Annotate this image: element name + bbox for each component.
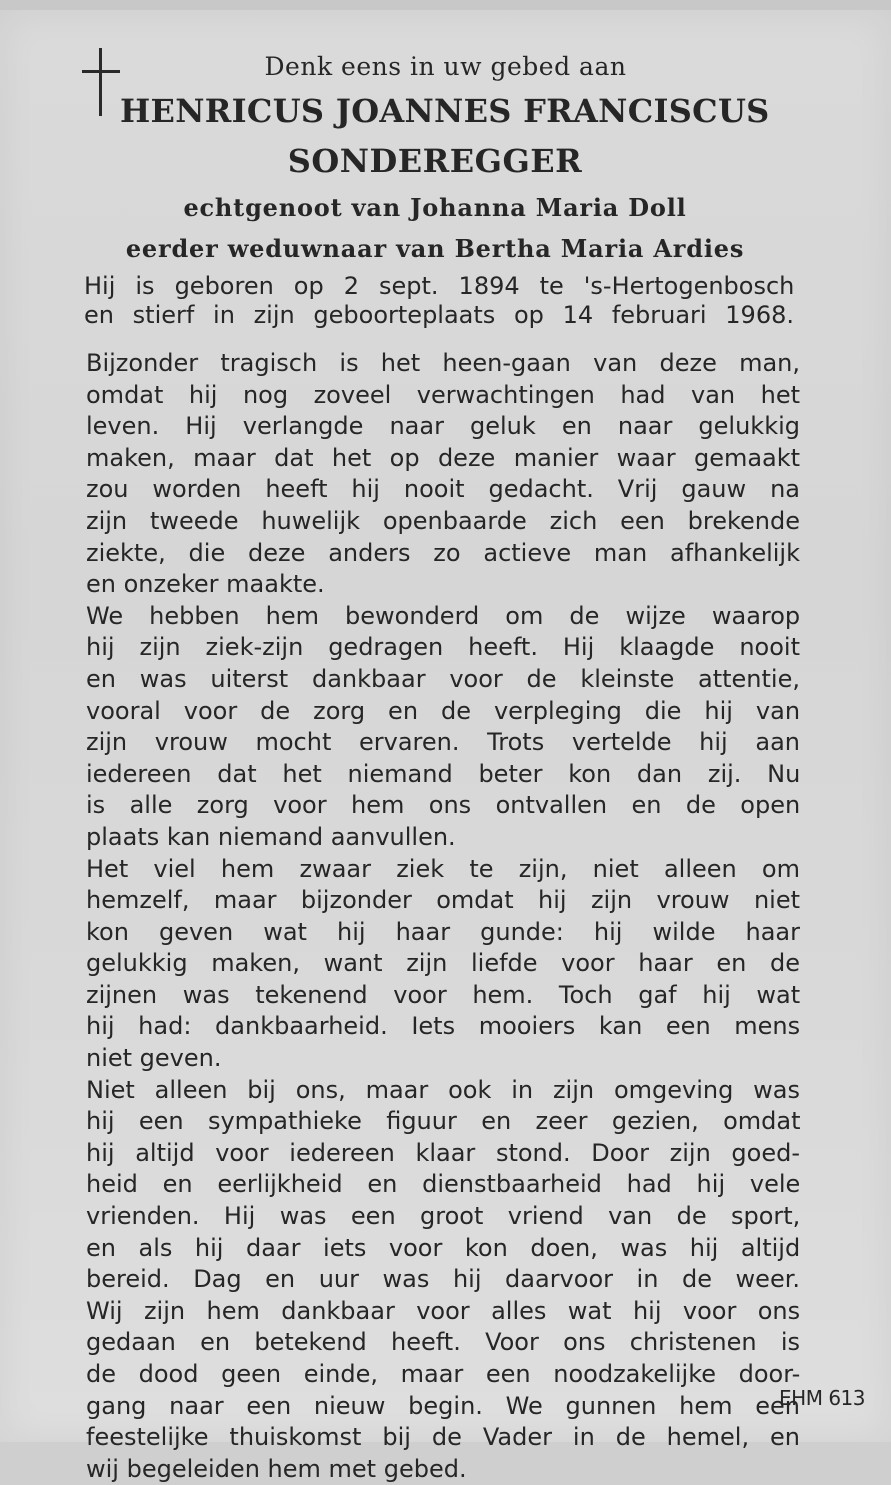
eulogy-line: hemzelf, maar bijzonder omdat hij zijn vrouw niet (86, 886, 800, 915)
eulogy-line: zijnen was tekenend voor hem. Toch gaf hij wat (86, 980, 801, 1009)
eulogy-line: Bijzonder tragisch is het heen-gaan van deze man, (86, 349, 800, 377)
background-edge (0, 0, 891, 10)
intro-line: Denk eens in uw gebed aan (264, 52, 627, 81)
eulogy-text (86, 348, 800, 1485)
eulogy-line: de dood geen einde, maar een noodzakelijke door- (86, 1360, 801, 1388)
death-line: en stierf in zijn geboorteplaats op 14 februari 1968. (84, 301, 794, 329)
eulogy-line: heid en eerlijkheid en dienstbaarheid had hij vele (86, 1170, 801, 1199)
eulogy-line: ziekte, die deze anders zo actieve man afhankelijk (86, 538, 800, 567)
eulogy-line: hij had: dankbaarheid. Iets mooiers kan een mens (86, 1012, 801, 1041)
eulogy-line: hij zijn ziek-zijn gedragen heeft. Hij klaagde nooit (86, 633, 800, 662)
eulogy-line: hij altijd voor iedereen klaar stond. Door zijn goed- (86, 1138, 800, 1167)
eulogy-line: en was uiterst dankbaar voor de kleinste attentie, (86, 664, 800, 693)
eulogy-line: wij begeleiden hem met gebed. (86, 1454, 467, 1483)
former-spouse-line: eerder weduwnaar van Bertha Maria Ardies (125, 234, 745, 263)
memorial-card (0, 10, 891, 1483)
eulogy-line: leven. Hij verlangde naar geluk en naar gelukkig (86, 412, 800, 441)
deceased-surname: SONDEREGGER (287, 142, 583, 180)
eulogy-line: Wij zijn hem dankbaar voor alles wat hij voor ons (86, 1296, 801, 1325)
printer-code: EHM 613 (779, 1386, 865, 1410)
deceased-given-names: HENRICUS JOANNES FRANCISCUS (120, 92, 770, 130)
eulogy-line: kon geven wat hij haar gunde: hij wilde haar (86, 917, 800, 946)
eulogy-line: maken, maar dat het op deze manier waar gemaakt (86, 443, 801, 472)
eulogy-line: vrienden. Hij was een groot vriend van de sport, (86, 1202, 801, 1231)
eulogy-line: bereid. Dag en uur was hij daarvoor in de weer. (86, 1265, 800, 1294)
eulogy-line: en als hij daar iets voor kon doen, was hij altijd (86, 1233, 801, 1262)
eulogy-line: gang naar een nieuw begin. We gunnen hem een (86, 1391, 800, 1420)
eulogy-line: zou worden heeft hij nooit gedacht. Vrij gauw na (86, 475, 800, 504)
eulogy-line: en onzeker maakte. (86, 570, 325, 599)
eulogy-line: is alle zorg voor hem ons ontvallen en de open (86, 791, 801, 820)
eulogy-line: zijn vrouw mocht ervaren. Trots vertelde hij aan (86, 728, 800, 757)
eulogy-line: gelukkig maken, want zijn liefde voor haar en de (86, 949, 800, 978)
eulogy-line: gedaan en betekend heeft. Voor ons christenen is (86, 1328, 800, 1357)
birth-line: Hij is geboren op 2 sept. 1894 te 's-Hertogenbosch (84, 272, 795, 300)
eulogy-line: plaats kan niemand aanvullen. (86, 822, 456, 851)
spouse-line: echtgenoot van Johanna Maria Doll (183, 193, 687, 222)
eulogy-line: Het viel hem zwaar ziek te zijn, niet alleen om (86, 854, 800, 883)
eulogy-line: We hebben hem bewonderd om de wijze waarop (86, 601, 801, 630)
eulogy-line: omdat hij nog zoveel verwachtingen had van het (86, 380, 800, 409)
eulogy-line: zijn tweede huwelijk openbaarde zich een brekende (86, 506, 800, 535)
eulogy-line: hij een sympathieke figuur en zeer gezien, omdat (86, 1107, 801, 1136)
eulogy-line: vooral voor de zorg en de verpleging die hij van (86, 696, 801, 725)
birth-death-paragraph (84, 272, 794, 330)
eulogy-line: iedereen dat het niemand beter kon dan zij. Nu (86, 759, 801, 788)
eulogy-line: feestelijke thuiskomst bij de Vader in de hemel, en (86, 1423, 800, 1452)
eulogy-line: Niet alleen bij ons, maar ook in zijn omgeving was (86, 1075, 801, 1104)
eulogy-line: niet geven. (86, 1044, 222, 1073)
